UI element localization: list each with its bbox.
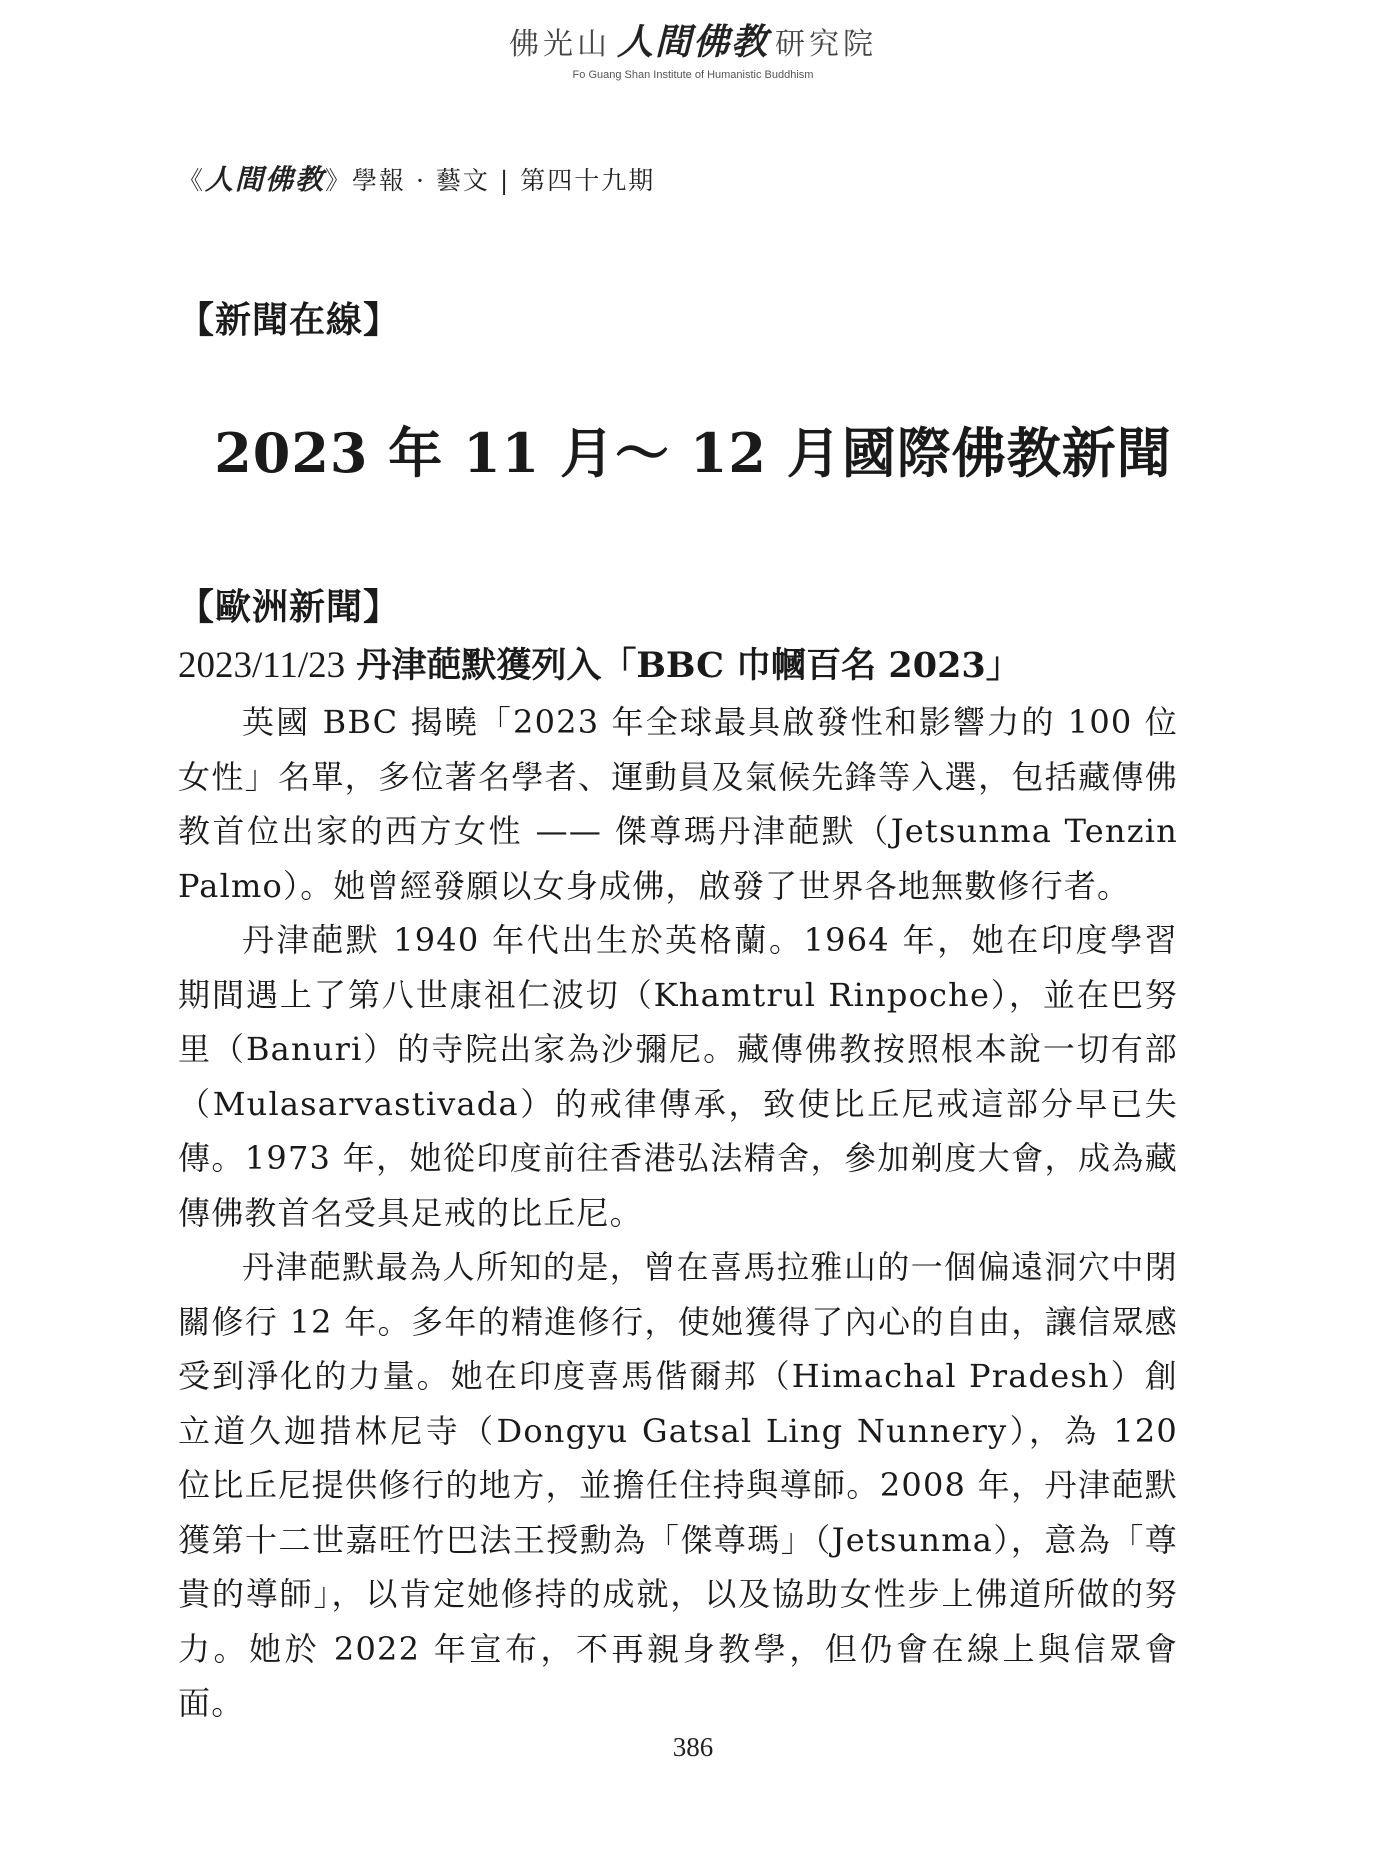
- page-number: 386: [672, 1732, 714, 1762]
- journal-running-head: [178, 163, 655, 198]
- article-date: 2023/11/23: [178, 645, 346, 686]
- journal-open-bracket: 《: [178, 166, 206, 195]
- institute-header: [0, 22, 1386, 81]
- institute-brand-logo: 人間佛教: [616, 21, 769, 63]
- article-headline: 丹津葩默獲列入「BBC 巾幗百名 2023」: [356, 645, 1021, 686]
- journal-issue-info: 》學報 · 藝文 | 第四十九期: [325, 166, 656, 195]
- institute-suffix: 研究院: [775, 27, 877, 62]
- article-paragraph: 英國 BBC 揭曉「2023 年全球最具啟發性和影響力的 100 位女性」名單，多位著名學者、運動員及氣候先鋒等入選，包括藏傳佛教首位出家的西方女性 —— 傑尊瑪丹津葩默（Jetsunma Tenzin Palmo）。她曾經發願以女身成佛，啟發了世界各地無數修行者。: [178, 703, 1178, 905]
- section-tag-europe-news: 【歐洲新聞】: [178, 586, 401, 628]
- section-tag-news-online: 【新聞在線】: [178, 299, 401, 341]
- page-title: 2023 年 11 月～ 12 月國際佛教新聞: [214, 421, 1172, 485]
- article-body: [178, 695, 1178, 1731]
- institute-name: [0, 22, 1386, 65]
- journal-brand-logo: 人間佛教: [205, 163, 326, 196]
- institute-english-name: Fo Guang Shan Institute of Humanistic Buddhism: [572, 69, 814, 81]
- article-paragraph: 丹津葩默最為人所知的是，曾在喜馬拉雅山的一個偏遠洞穴中閉關修行 12 年。多年的精進修行，使她獲得了內心的自由，讓信眾感受到淨化的力量。她在印度喜馬偕爾邦（Himachal Pradesh）創立道久迦措林尼寺（Dongyu Gatsal Ling Nunnery），為 120 位比丘尼提供修行的地方，並擔任住持與導師。2008 年，丹津葩默獲第十二世嘉旺竹巴法王授勳為「傑尊瑪」（Jetsunma），意為「尊貴的導師」，以肯定她修持的成就，以及協助女性步上佛道所做的努力。她於 2022 年宣布，不再親身教學，但仍會在線上與信眾會面。: [178, 1248, 1178, 1722]
- institute-prefix: 佛光山: [508, 27, 611, 62]
- article-title: [178, 643, 1021, 689]
- article-paragraph: 丹津葩默 1940 年代出生於英格蘭。1964 年，她在印度學習期間遇上了第八世康祖仁波切（Khamtrul Rinpoche），並在巴努里（Banuri）的寺院出家為沙彌尼。藏傳佛教按照根本說一切有部（Mulasarvastivada）的戒律傳承，致使比丘尼戒這部分早已失傳。1973 年，她從印度前往香港弘法精舍，參加剃度大會，成為藏傳佛教首名受具足戒的比丘尼。: [178, 921, 1178, 1232]
